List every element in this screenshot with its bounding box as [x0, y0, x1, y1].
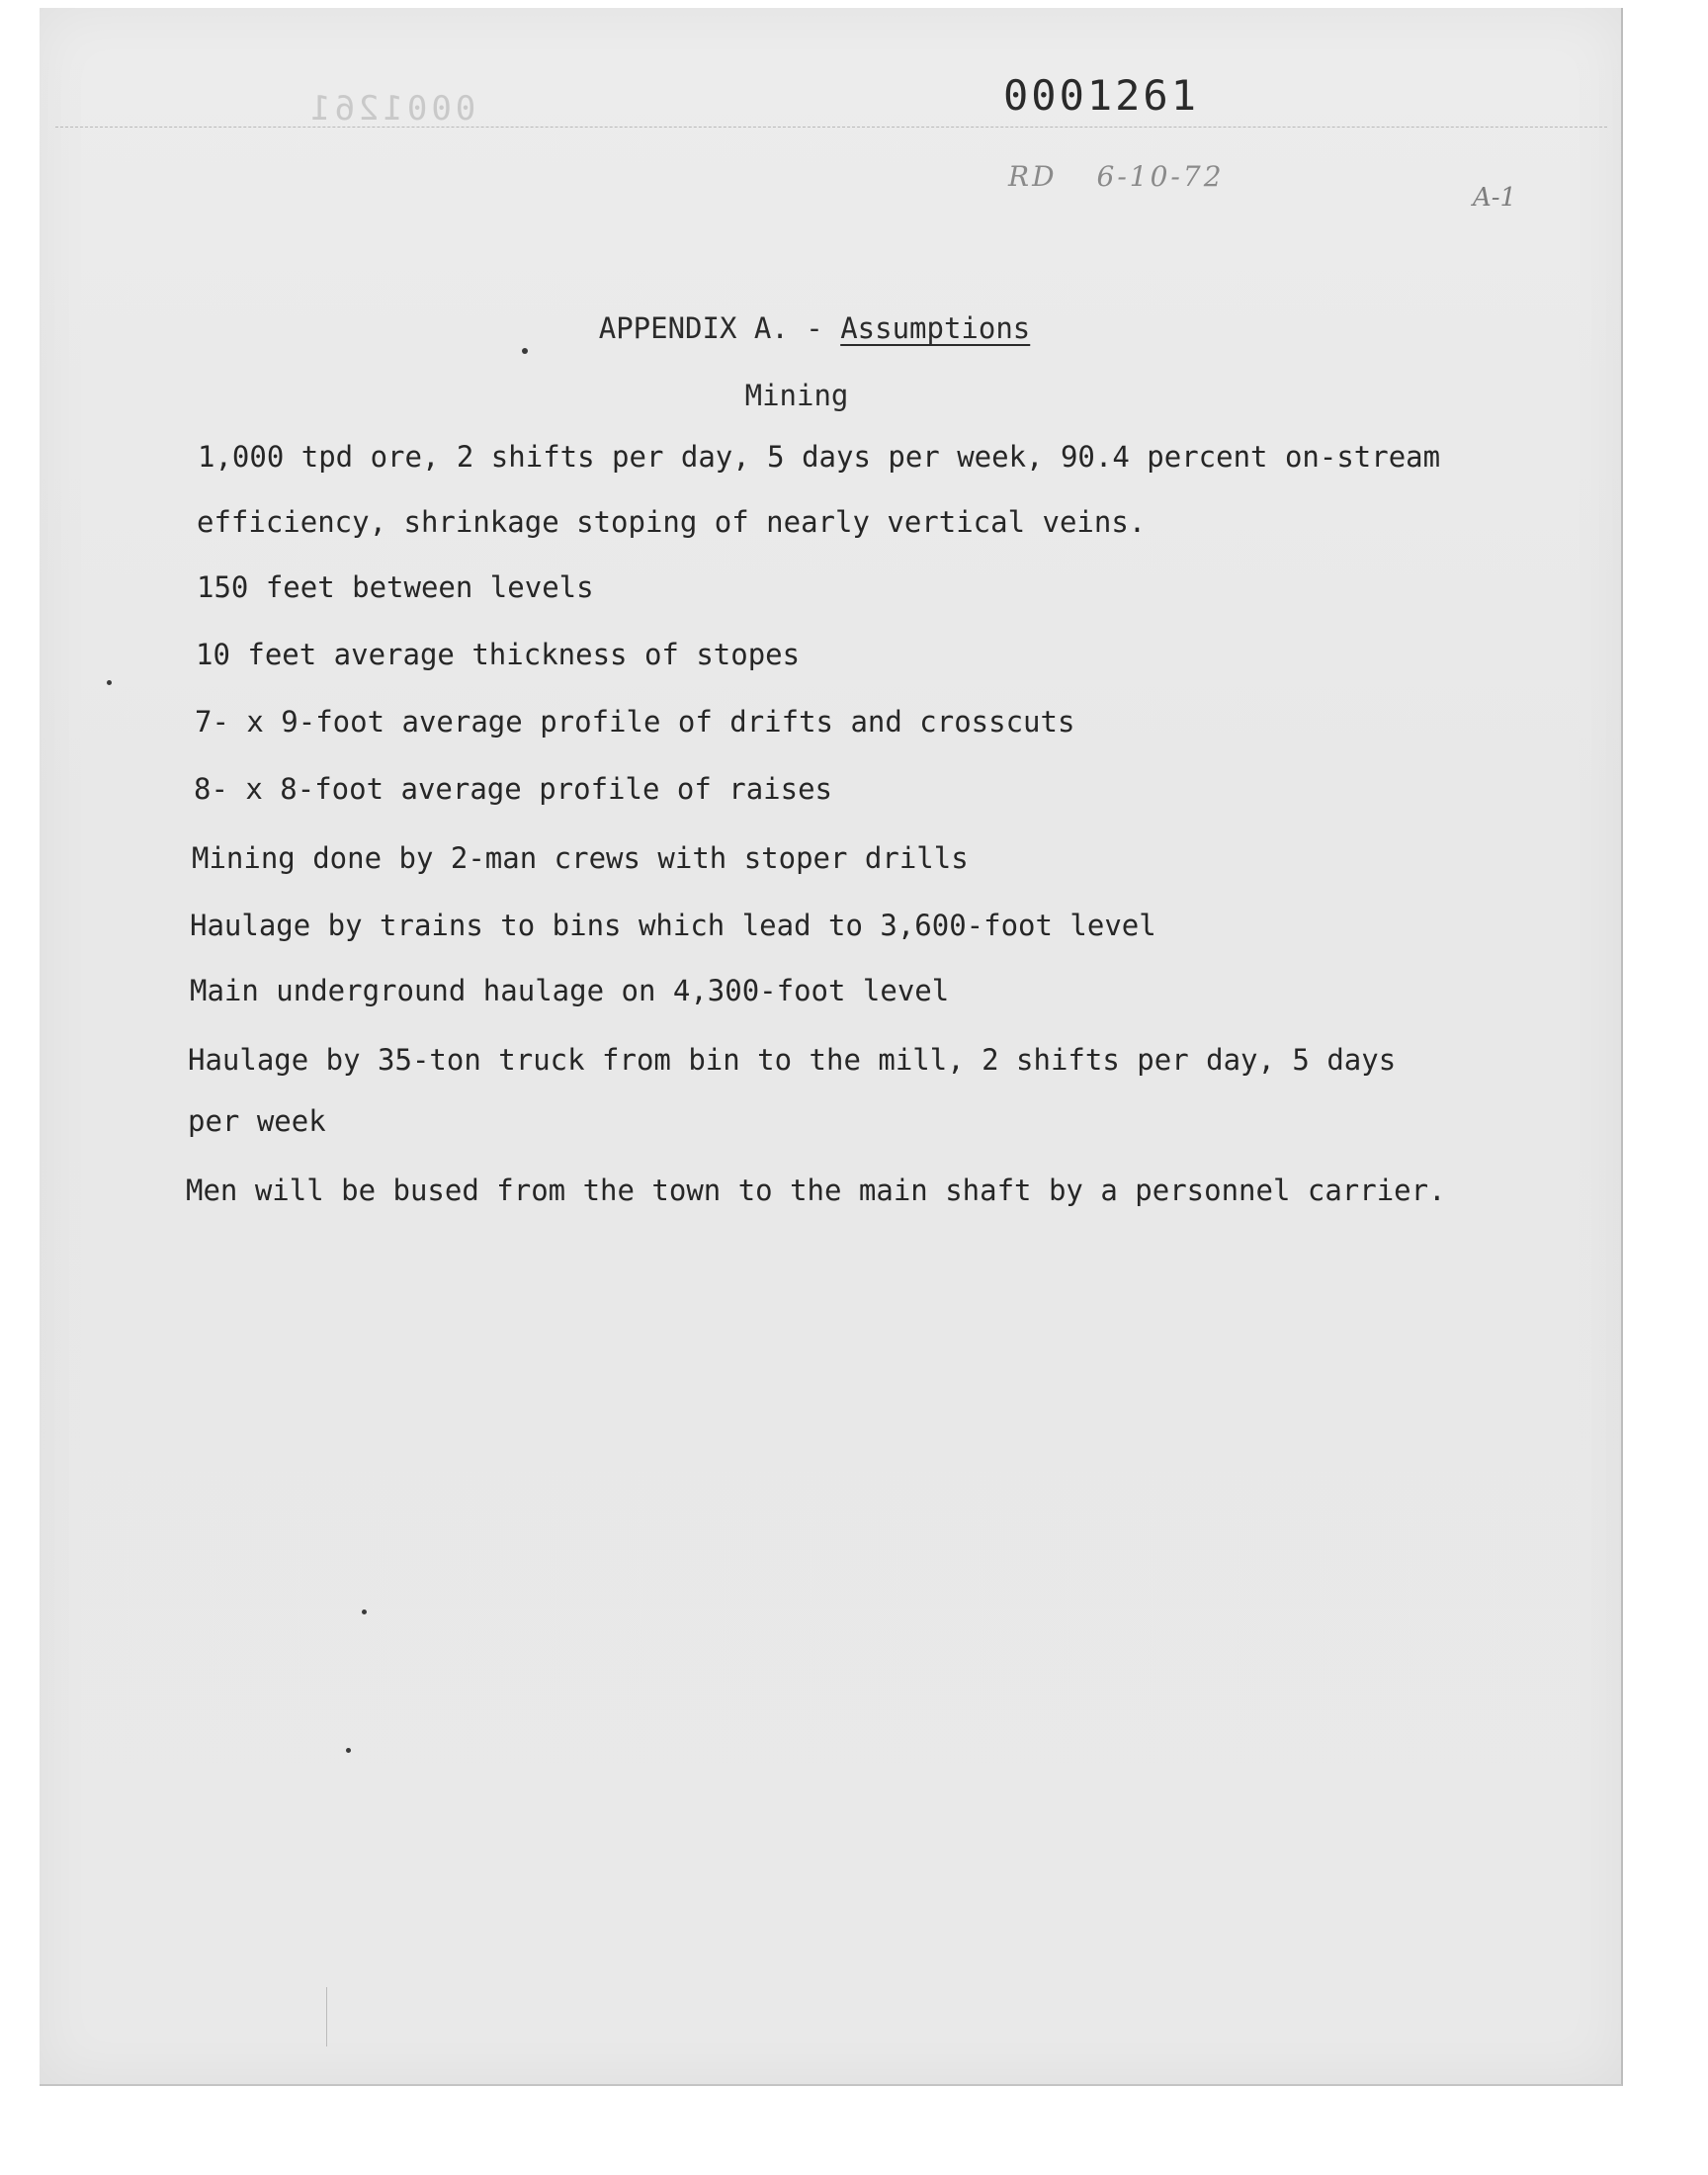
title-prefix: APPENDIX A. -: [598, 311, 841, 345]
scan-smudge: [326, 1987, 327, 2046]
assumption-line: Haulage by trains to bins which lead to 3,600-foot level: [190, 909, 1156, 942]
assumption-line: 10 feet average thickness of stopes: [196, 638, 801, 671]
section-heading: Mining: [744, 379, 849, 412]
scan-speck: [362, 1610, 367, 1614]
handwritten-note: [1008, 160, 1225, 193]
assumption-line: 150 feet between levels: [197, 570, 594, 604]
scan-speck: [346, 1748, 351, 1753]
assumption-line: Haulage by 35-ton truck from bin to the mill, 2 shifts per day, 5 days: [188, 1043, 1397, 1077]
handwritten-date: 6-10-72: [1096, 160, 1225, 193]
scan-speck: [107, 680, 112, 685]
page-marker: A-1: [1473, 183, 1517, 213]
assumption-line: 8- x 8-foot average profile of raises: [194, 772, 833, 806]
scan-speck: [522, 348, 528, 354]
assumption-line: per week: [188, 1104, 326, 1138]
page-title: [0, 311, 1629, 345]
handwritten-initials: RD: [1008, 160, 1058, 193]
assumption-line: 7- x 9-foot average profile of drifts and crosscuts: [195, 705, 1075, 739]
assumption-line: efficiency, shrinkage stoping of nearly vertical veins.: [197, 505, 1147, 539]
assumption-line: Main underground haulage on 4,300-foot level: [190, 974, 950, 1007]
title-emphasis: Assumptions: [840, 311, 1031, 345]
page-bleed-line: [55, 127, 1607, 128]
assumption-line: Men will be bused from the town to the main shaft by a personnel carrier.: [186, 1174, 1446, 1207]
assumption-line: 1,000 tpd ore, 2 shifts per day, 5 days per week, 90.4 percent on-stream: [198, 440, 1441, 474]
document-number: 0001261: [1003, 71, 1200, 120]
assumption-line: Mining done by 2-man crews with stoper drills: [192, 841, 969, 875]
ghost-number: 0001261: [306, 89, 476, 129]
